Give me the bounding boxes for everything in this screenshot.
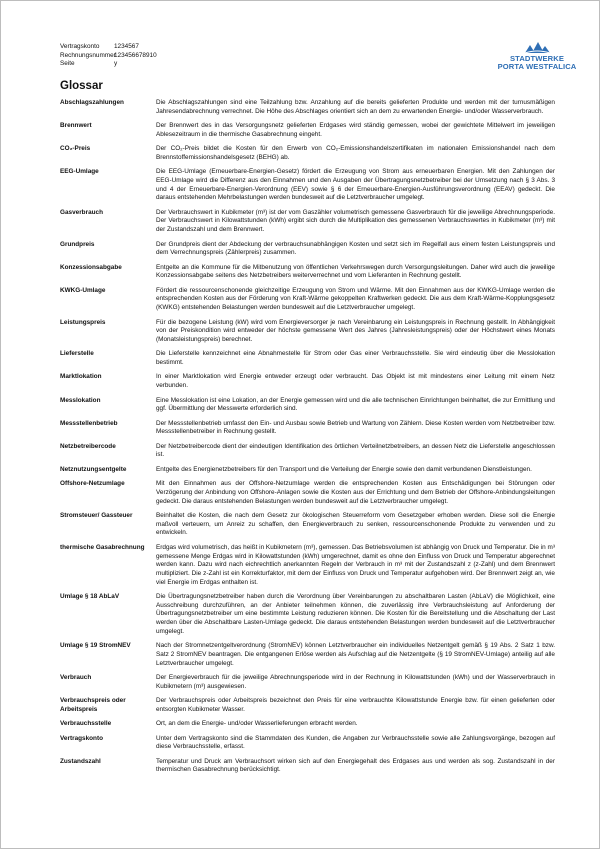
glossary-term: Verbrauchsstelle (60, 720, 112, 728)
glossary-entry (60, 287, 555, 313)
glossary-definition: Die EEG-Umlage (Erneuerbare-Energien-Gesetz) fördert die Erzeugung von Strom aus erneuerbaren Energien. Mit den Zahlungen der EEG-Umlage wird die Differenz aus den Einnahmen und den Ausgaben der Übertragungsnetzbetreiber bei der Umsetzung nach § 3 Abs. 3 und 4 der Erneuerbare-Energien-Verordnung (EEV) sowie § 6 der Erneuerbare-Energien-Ausführungsverordnung (EEAV) gedeckt. Die daraus entstehenden Mehrbelastungen werden bundesweit auf die Letztverbraucher umgelegt. (156, 168, 555, 202)
glossary-entry (60, 209, 555, 235)
glossary-definition: Entgelte an die Kommune für die Mitbenutzung von öffentlichen Verkehrswegen durch Versorgungsleitungen. Daher wird auch die jeweilige Konzessionsabgabe seitens des Netzbetreibers weiterverrechnet und vom Lieferanten in Rechnung gestellt. (156, 263, 555, 280)
glossary-definition: Der Grundpreis dient der Abdeckung der verbrauchsunabhängigen Kosten und setzt sich im Regelfall aus einem festen Leistungspreis und dem Verrechnungspreis (Zählerpreis) zusammen. (156, 240, 555, 257)
glossary-definition: Ort, an dem die Energie- und/oder Wasserlieferungen erbracht werden. (156, 720, 358, 728)
glossary-definition: Temperatur und Druck am Verbrauchsort wirken sich auf den Energiegehalt des Erdgases aus und werden als sog. Zustandszahl in der thermischen Gasabrechnung berücksichtigt. (156, 757, 555, 774)
glossary-term: Konzessionsabgabe (60, 263, 122, 271)
glossary-entry (60, 674, 555, 691)
meta-label: Rechnungsnummer (60, 51, 116, 59)
glossary-entry (60, 735, 555, 752)
glossary-entry (60, 642, 555, 668)
glossary-definition: Der Verbrauchswert in Kubikmeter (m³) ist der vom Gaszähler volumetrisch gemessene Gasverbrauch für die jeweilige Abrechnungsperiode. Der Verbrauchswert in Kilowattstunden (kWh) ergibt sich durch die Multiplikation des gemessenen Verbrauchswertes in Kubikmeter (m³) mit der Zustandszahl und dem Brennwert. (156, 208, 555, 234)
page-title: Glossar (60, 80, 103, 92)
glossary-term: Umlage § 18 AbLaV (60, 593, 120, 601)
glossary-entry (60, 99, 555, 116)
glossary-entry (60, 443, 555, 460)
glossary-definition: Für die bezogene Leistung (kW) wird vom Energieversorger je nach Vereinbarung ein Leistungspreis in Rechnung gestellt. In Abhängigkeit von der Preiskondition wird entweder der höchste gemessene Wert des Jahres (Jahresleistungspreis) oder der Höchstwert eines Monats (Monatsleistungspreis) berechnet. (156, 318, 555, 343)
glossary-term: Gasverbrauch (60, 208, 103, 216)
glossary-definition: Der Energieverbrauch für die jeweilige Abrechnungsperiode wird in der Rechnung in Kilowattstunden (kWh) und der Wasserverbrauch in Kubikmetern (m³) ausgewiesen. (156, 674, 555, 690)
glossary-definition: Mit den Einnahmen aus der Offshore-Netzumlage werden die entsprechenden Kosten aus Entschädigungen bei Störungen oder Verzögerung der Anbindung von Offshore-Anlagen sowie die Kosten aus der Errichtung und dem Betrieb der Offshore-Anbindungsleitungen gedeckt. Die daraus entstehenden Belastungen werden bundesweit auf die Letztverbraucher umgelegt. (156, 480, 555, 505)
logo-text-line1: STADTWERKE (509, 54, 564, 63)
glossary-term: Netznutzungsentgelte (60, 465, 127, 473)
glossary-term: Grundpreis (60, 240, 95, 248)
glossary-definition: In einer Marktlokation wird Energie entweder erzeugt oder verbraucht. Das Objekt ist mit mindestens einer Leitung mit einem Netz verbunden. (156, 373, 555, 390)
glossary-term: Abschlagszahlungen (60, 99, 124, 106)
glossary-definition: Unter dem Vertragskonto sind die Stammdaten des Kunden, die Angaben zur Verbrauchsstelle sowie alle Zahlungsvorgänge, bezogen auf diese Verbrauchsstelle, erfasst. (156, 734, 555, 751)
glossary-definition: Die Übertragungsnetzbetreiber haben durch die Verordnung über Vereinbarungen zu abschaltbaren Lasten (AbLaV) die Möglichkeit, eine Ausschreibung durchzuführen, an der Anbieter teilnehmen können, die zuverlässig ihre Verbrauchsleistung auf Anforderung der Übertragungsnetzbetreiber um eine bestimmte Leistung reduzieren können. Die Kosten für die Bereitstellung und die Abschaltung der Last werden über die Abschaltbare Lasten-Umlage gedeckt. Die daraus entstehenden Belastungen werden bundesweit auf die Letztverbraucher umgelegt. (156, 593, 555, 635)
glossary-term: EEG-Umlage (60, 168, 99, 176)
glossary-term: Vertragskonto (60, 734, 103, 742)
glossary-entry (60, 480, 555, 506)
glossary-entry (60, 512, 555, 538)
glossary-entry (60, 697, 555, 714)
glossary-entry (60, 758, 555, 775)
meta-row-invoice-number (60, 52, 174, 61)
glossary-entry (60, 593, 555, 637)
glossary-term: Marktlokation (60, 373, 102, 381)
glossary-entry (60, 397, 555, 414)
glossary-definition: Erdgas wird volumetrisch, das heißt in Kubikmetern (m³), gemessen. Das Betriebsvolumen ist abhängig von Druck und Temperatur. Die in m³ gemessene Menge Erdgas wird in Kilowattstunden (kWh) umgerechnet, damit es ohne den Einfluss von Druck und Temperatur abgerechnet werden kann. Dazu wird nach eichrechtlich anerkannten Regeln der Verbrauch in m³ mit der Zustandszahl z (z-Zahl) und dem Brennwert multipliziert. Die z-Zahl ist ein Korrekturfaktor, mit dem der Einfluss von Druck und Temperatur aufgehoben wird. Der Brennwert zeigt an, wie viel Energie im Erdgas enthalten ist. (156, 543, 555, 586)
glossary-term: Lieferstelle (60, 350, 94, 358)
company-logo (495, 41, 579, 71)
glossary-term: Verbrauchspreis oder Arbeitspreis (60, 697, 126, 713)
glossary-term: KWKG-Umlage (60, 286, 106, 294)
glossary-definition: Eine Messlokation ist eine Lokation, an der Energie gemessen wird und die alle technischen Einrichtungen beinhaltet, die zur Ermittlung und ggf. Übermittlung der Messwerte erforderlich sind. (156, 396, 555, 413)
glossary-term: Leistungspreis (60, 318, 106, 326)
glossary-definition: Der Brennwert des in das Versorgungsnetz gelieferten Erdgases wird ständig gemessen, wobei der gewichtete Mittelwert im jeweiligen Ablesezeitraum in die thermische Gasabrechnung eingeht. (156, 122, 555, 138)
glossary-definition: Die Abschlagszahlungen sind eine Teilzahlung bzw. Anzahlung auf die bereits gelieferten Produkte und werden mit der turnusmäßigen Jahresendabrechnung verrechnet. Die Höhe des Abschlages orientiert sich an dem zu erwartenden Energie- und/oder Wasserverbrauch. (156, 99, 555, 115)
meta-label: Vertragskonto (60, 43, 100, 50)
glossary-definition: Der CO₂-Preis bildet die Kosten für den Erwerb von CO₂-Emissionshandelszertifikaten im nationalen Emissionshandel nach dem Brennstoffemissionshandelsgesetz (BEHG) ab. (156, 145, 555, 161)
account-meta (60, 43, 174, 69)
glossary-definition: Der Verbrauchspreis oder Arbeitspreis bezeichnet den Preis für eine verbrauchte Kilowattstunde Energie bzw. für einen gelieferten oder entsorgten Kubikmeter Wasser. (156, 697, 555, 713)
glossary-entry (60, 168, 555, 203)
glossary-entry (60, 122, 555, 139)
meta-value: y (114, 60, 118, 68)
glossary-list (60, 99, 555, 781)
glossary-entry (60, 241, 555, 258)
glossary-entry (60, 145, 555, 162)
glossary-definition: Die Lieferstelle kennzeichnet eine Abnahmestelle für Strom oder Gas einer Verbrauchsstelle. Sie wird eindeutig über die Messlokation bestimmt. (156, 350, 555, 367)
glossary-entry (60, 319, 555, 345)
glossary-entry (60, 720, 555, 729)
glossary-term: Verbrauch (60, 674, 92, 682)
glossary-entry (60, 373, 555, 390)
glossary-definition: Der Netzbetreibercode dient der eindeutigen Identifikation des örtlichen Verteilnetzbetreibers, an dessen Netz die Lieferstelle angeschlossen ist. (156, 442, 555, 459)
glossary-definition: Fördert die ressourcenschonende gleichzeitige Erzeugung von Strom und Wärme. Mit den Einnahmen aus der KWKG-Umlage werden die entsprechenden Kosten aus der Förderung von Kraft-Wärme gekoppelten Kraftwerken gedeckt. Die aus dem Kraft-Wärme-Kopplungsgesetz (KWKG) entstehenden Belastungen werden bundesweit auf die Letztverbraucher umgelegt. (156, 286, 555, 312)
logo-mark-icon (523, 41, 551, 54)
glossary-term: Offshore-Netzumlage (60, 480, 125, 488)
glossary-term: Brennwert (60, 122, 92, 130)
meta-label: Seite (60, 60, 75, 68)
glossary-term: CO₂-Preis (60, 145, 91, 153)
glossary-term: thermische Gasabrechnung (60, 543, 145, 551)
glossary-definition: Entgelte des Energienetzbetreibers für den Transport und die Verteilung der Energie sowie den damit verbundenen Dienstleistungen. (156, 465, 532, 473)
glossary-entry (60, 264, 555, 281)
meta-value: 123456678910 (114, 51, 157, 59)
glossary-entry (60, 420, 555, 437)
meta-value: 1234567 (114, 43, 139, 50)
glossary-term: Stromsteuer/ Gassteuer (60, 512, 133, 520)
glossary-definition: Beinhaltet die Kosten, die nach dem Gesetz zur ökologischen Steuerreform vom Gesetzgeber erhoben werden. Diese soll die Energie maßvoll verteuern, um Anreiz zu schaffen, den Energieverbrauch zu senken, ressourcenschonende Produkte zu verwenden und zu entwickeln. (156, 512, 555, 537)
glossary-term: Netzbetreibercode (60, 442, 116, 450)
glossary-entry (60, 350, 555, 367)
glossary-definition: Nach der Stromnetzentgeltverordnung (StromNEV) können Letztverbraucher ein individuelles Netzentgelt gemäß § 19 Abs. 2 Satz 1 bzw. Satz 2 StromNEV beantragen. Die entgangenen Erlöse werden als Aufschlag auf die Netzentgelte (§ 19 StromNEV-Umlage) anteilig auf alle Letztverbraucher umgelegt. (156, 642, 555, 667)
glossary-definition: Der Messstellenbetrieb umfasst den Ein- und Ausbau sowie Betrieb und Wartung von Zählern. Diese Kosten werden vom Netzbetreiber bzw. Messstellenbetreiber in Rechnung gestellt. (156, 419, 555, 436)
glossary-term: Messstellenbetrieb (60, 419, 118, 427)
glossary-term: Umlage § 19 StromNEV (60, 642, 131, 650)
meta-row-account (60, 43, 174, 52)
glossary-entry (60, 544, 555, 588)
glossary-term: Zustandszahl (60, 757, 101, 765)
glossary-entry (60, 466, 555, 475)
meta-row-page (60, 60, 174, 69)
glossary-term: Messlokation (60, 396, 101, 404)
logo-text-line2: PORTA WESTFALICA (497, 62, 577, 71)
